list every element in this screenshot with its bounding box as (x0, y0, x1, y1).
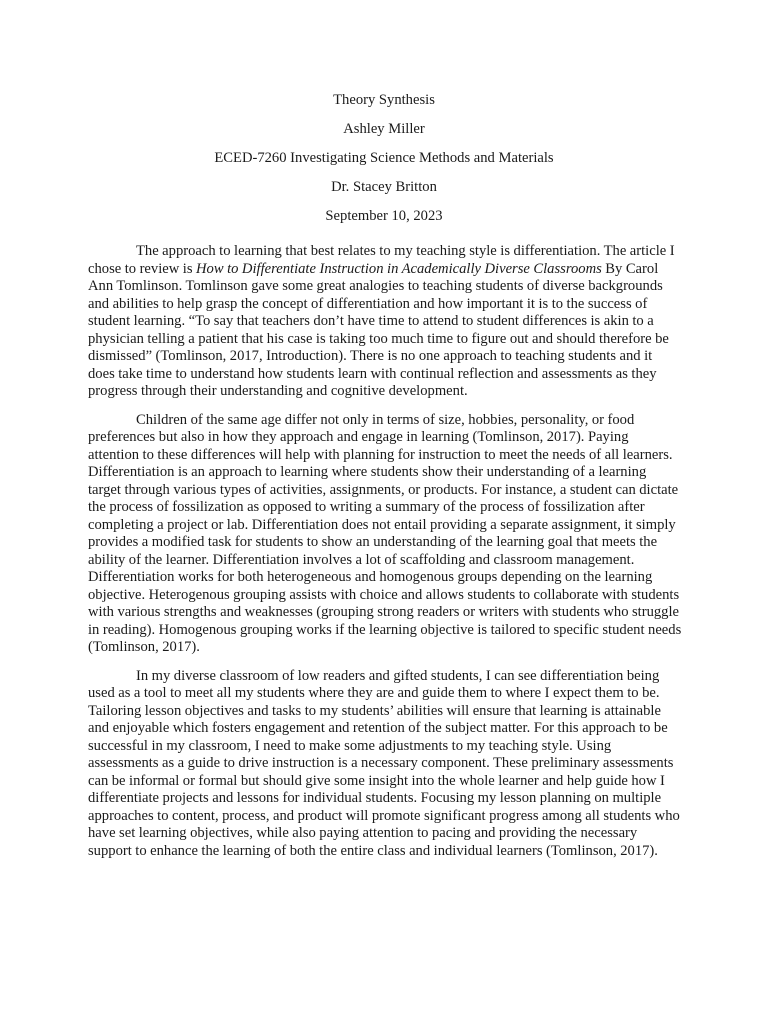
instructor-name: Dr. Stacey Britton (331, 179, 437, 195)
course-name: ECED-7260 Investigating Science Methods and Materials (214, 150, 554, 166)
document-date: September 10, 2023 (325, 208, 443, 224)
article-title: How to Differentiate Instruction in Academically Diverse Classrooms (196, 260, 602, 277)
title-block (88, 92, 680, 237)
paragraph-1 (88, 243, 682, 401)
paragraph-1-text-b: By Carol Ann Tomlinson. Tomlinson gave some great analogies to teaching students of diverse backgrounds and abilities to help grasp the concept of differentiation and how important it is to the success of student learning. “To say that teachers don’t have time to attend to student differences is akin to a physician telling a patient that his case is taking too much time to figure out and should therefore be dismissed” (Tomlinson, 2017, Introduction). There is no one approach to teaching students and it does take time to understand how students learn with continual reflection and assessments as they progress through their understanding and cognitive development. (88, 260, 669, 399)
document-title: Theory Synthesis (333, 92, 435, 108)
document-body (88, 243, 682, 871)
paragraph-2: Children of the same age differ not only in terms of size, hobbies, personality, or food preferences but also in how they approach and engage in learning (Tomlinson, 2017). Paying attention to these differences will help with planning for instruction to meet the needs of all learners. Differentiation is an approach to learning where students show their understanding of a learning target through various types of activities, assignments, or products. For instance, a student can dictate the process of fossilization as opposed to writing a summary of the process of fossilization after completing a project or lab. Differentiation does not entail providing a separate assignment, it simply provides a modified task for students to show an understanding of the learning goal that meets the ability of the learner. Differentiation involves a lot of scaffolding and classroom management. Differentiation works for both heterogeneous and homogenous groups depending on the learning objective. Heterogenous grouping assists with choice and allows students to collaborate with students with various strengths and weaknesses (grouping strong readers or writers with students who struggle in reading). Homogenous grouping works if the learning objective is tailored to specific student needs (Tomlinson, 2017). (88, 411, 682, 655)
paragraph-1-text-a: The approach to learning that best relates to my teaching style is differentiation. The article I chose to review is (88, 243, 675, 277)
paragraph-3: In my diverse classroom of low readers and gifted students, I can see differentiation being used as a tool to meet all my students where they are and guide them to where I expect them to be. Tailoring lesson objectives and tasks to my students’ abilities will ensure that learning is attainable and enjoyable which fosters engagement and retention of the subject matter. For this approach to be successful in my classroom, I need to make some adjustments to my teaching style. Using assessments as a guide to drive instruction is a necessary component. These preliminary assessments can be informal or formal but should give some insight into the whole learner and help guide how I differentiate projects and lessons for individual students. Focusing my lesson planning on multiple approaches to content, process, and product will promote significant progress among all students who have set learning objectives, while also paying attention to pacing and providing the necessary support to enhance the learning of both the entire class and individual learners (Tomlinson, 2017). (88, 667, 680, 859)
author-name: Ashley Miller (343, 121, 425, 137)
